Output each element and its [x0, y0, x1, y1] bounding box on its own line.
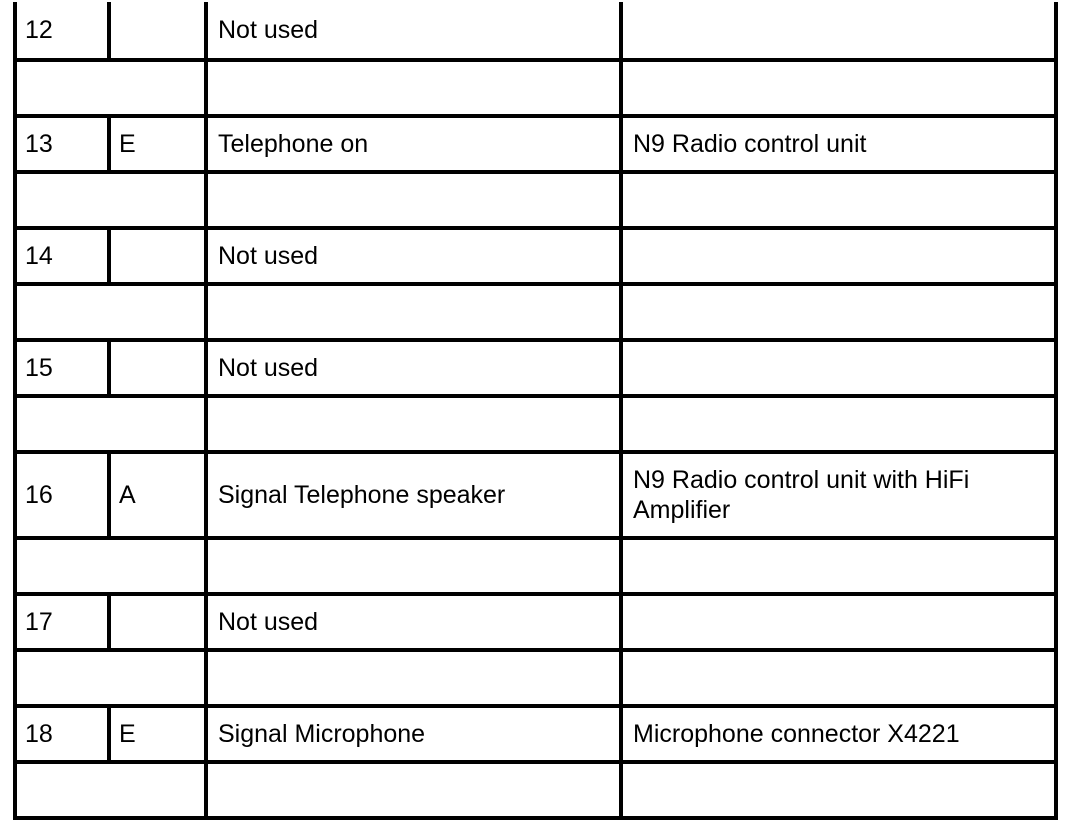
spacer-cell [17, 396, 206, 452]
spacer-row [17, 396, 1054, 452]
signal-name-cell: Signal Microphone [206, 706, 621, 762]
spacer-cell [17, 60, 206, 116]
spacer-cell [206, 650, 621, 706]
connection-cell: Microphone connector X4221 [621, 706, 1054, 762]
table-row [17, 2, 1054, 60]
signal-name-cell: Signal Telephone speaker [206, 452, 621, 538]
table-row [17, 116, 1054, 172]
signal-type-cell [109, 340, 206, 396]
spacer-cell [206, 396, 621, 452]
signal-type-cell: E [109, 116, 206, 172]
spacer-cell [206, 60, 621, 116]
spacer-cell [621, 396, 1054, 452]
spacer-cell [621, 650, 1054, 706]
spacer-row [17, 650, 1054, 706]
table-row [17, 594, 1054, 650]
signal-name-cell: Telephone on [206, 116, 621, 172]
signal-name-cell: Not used [206, 228, 621, 284]
connection-cell [621, 228, 1054, 284]
connection-cell [621, 2, 1054, 60]
signal-type-cell: A [109, 452, 206, 538]
spacer-cell [17, 762, 206, 818]
signal-type-cell [109, 228, 206, 284]
signal-name-cell: Not used [206, 2, 621, 60]
connection-cell: N9 Radio control unit [621, 116, 1054, 172]
signal-type-cell: E [109, 706, 206, 762]
spacer-cell [621, 284, 1054, 340]
table-row [17, 340, 1054, 396]
spacer-row [17, 60, 1054, 116]
pin-number-cell: 14 [17, 228, 109, 284]
signal-type-cell [109, 2, 206, 60]
pin-number-cell: 12 [17, 2, 109, 60]
pin-number-cell: 15 [17, 340, 109, 396]
spacer-cell [17, 650, 206, 706]
spacer-cell [17, 538, 206, 594]
pin-number-cell: 13 [17, 116, 109, 172]
spacer-row [17, 538, 1054, 594]
spacer-cell [206, 762, 621, 818]
signal-name-cell: Not used [206, 594, 621, 650]
spacer-cell [17, 172, 206, 228]
spacer-cell [206, 284, 621, 340]
spacer-row [17, 762, 1054, 818]
pin-number-cell: 18 [17, 706, 109, 762]
spacer-cell [17, 284, 206, 340]
spacer-cell [621, 172, 1054, 228]
spacer-row [17, 284, 1054, 340]
connection-cell [621, 594, 1054, 650]
signal-type-cell [109, 594, 206, 650]
spacer-cell [621, 762, 1054, 818]
spacer-row [17, 172, 1054, 228]
table-row [17, 706, 1054, 762]
spacer-cell [621, 60, 1054, 116]
signal-name-cell: Not used [206, 340, 621, 396]
spacer-cell [621, 538, 1054, 594]
connection-cell [621, 340, 1054, 396]
table-row [17, 228, 1054, 284]
pin-number-cell: 17 [17, 594, 109, 650]
pin-assignment-table-container [13, 2, 1058, 820]
pin-assignment-table [17, 2, 1054, 820]
spacer-cell [206, 538, 621, 594]
pin-number-cell: 16 [17, 452, 109, 538]
table-row [17, 452, 1054, 538]
connection-cell: N9 Radio control unit with HiFi Amplifier [621, 452, 1054, 538]
spacer-cell [206, 172, 621, 228]
